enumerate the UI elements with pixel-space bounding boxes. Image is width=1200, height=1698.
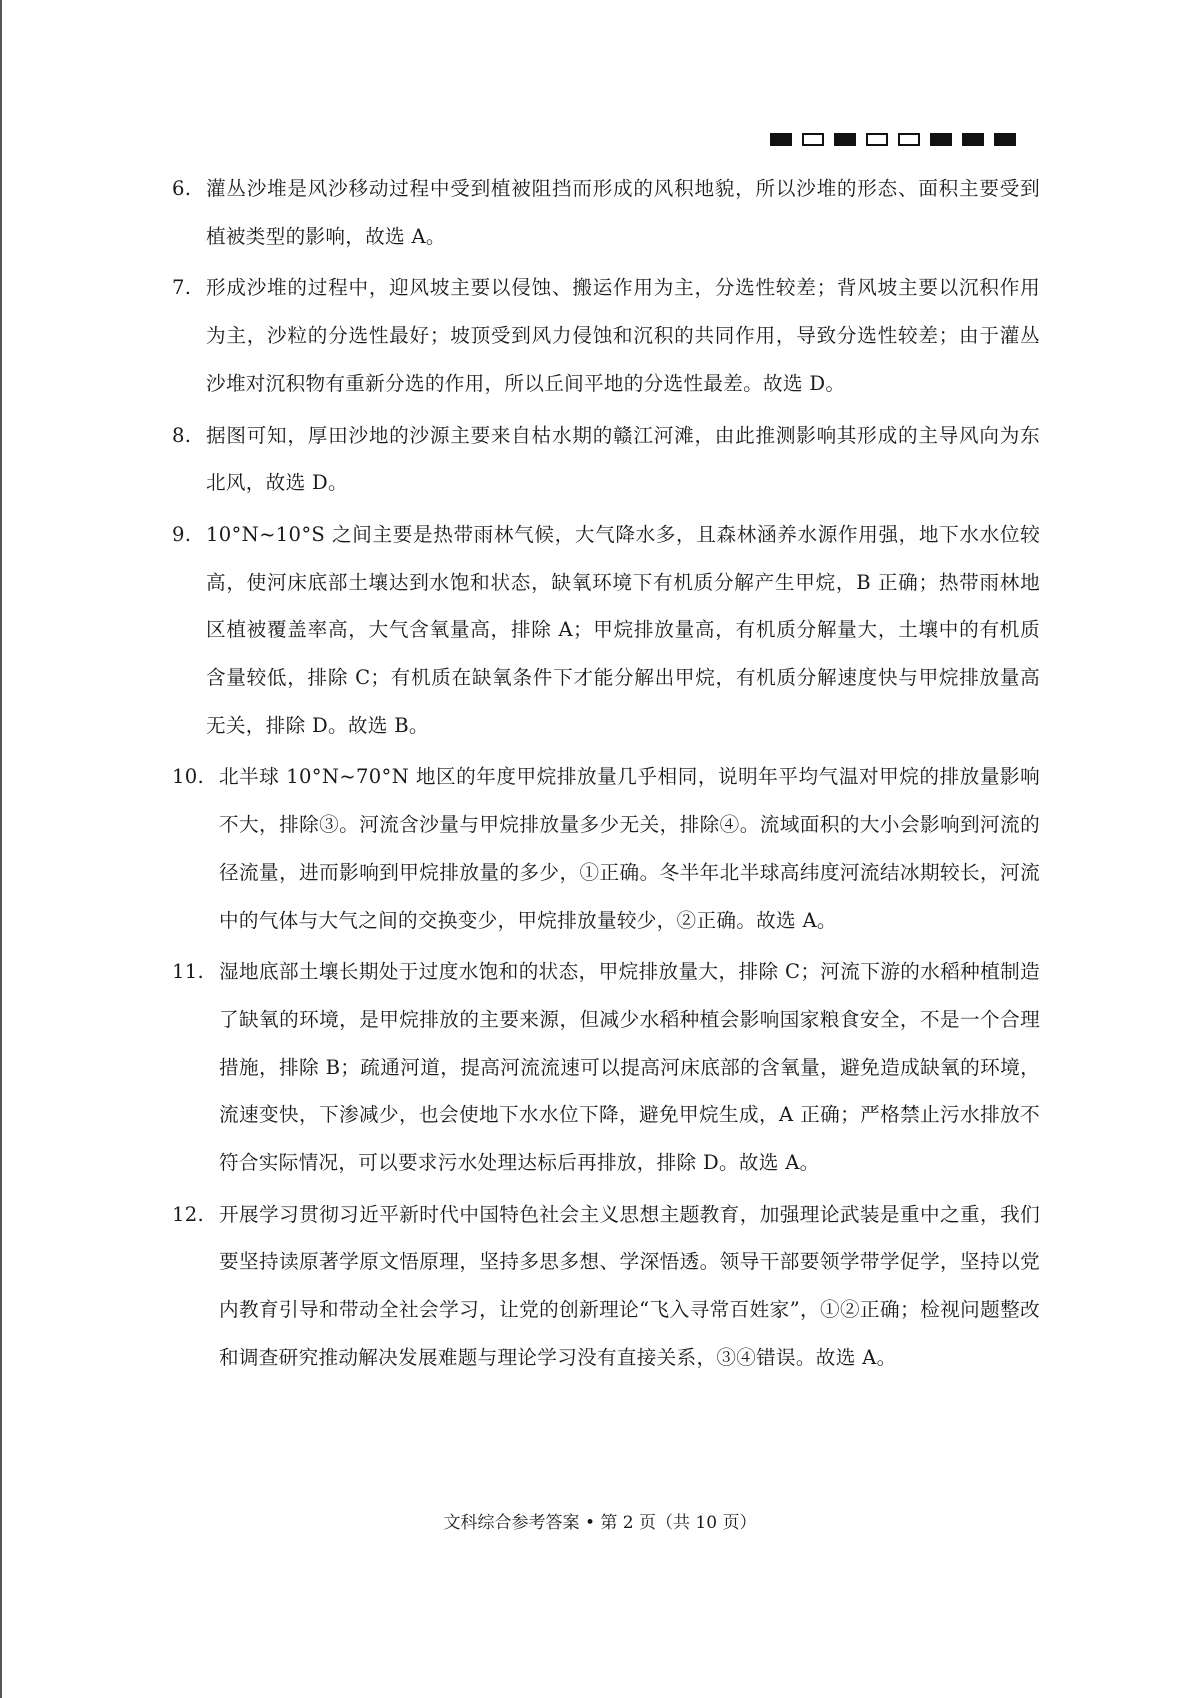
answer-text: 湿地底部土壤长期处于过度水饱和的状态，甲烷排放量大，排除 C；河流下游的水稻种植制造了缺氧的环境，是甲烷排放的主要来源，但减少水稻种植会影响国家粮食安全，不是一个合理措施，排除 B；疏通河道，提高河流流速可以提高河床底部的含氧量，避免造成缺氧的环境，流速变快，下渗减少，也会使地下水水位下降，避免甲烷生成，A 正确；严格禁止污水排放不符合实际情况，可以要求污水处理达标后再排放，排除 D。故选 A。	[219, 960, 1040, 1175]
code-mark	[898, 133, 920, 146]
code-mark	[994, 133, 1016, 146]
answer-text: 据图可知，厚田沙地的沙源主要来自枯水期的赣江河滩，由此推测影响其形成的主导风向为东北风，故选 D。	[206, 423, 1040, 495]
code-mark	[802, 133, 824, 146]
page-left-edge	[0, 0, 2, 1698]
code-mark	[834, 133, 856, 146]
answer-number: 6.	[172, 177, 192, 200]
answer-item-9	[168, 511, 1040, 750]
answer-text: 形成沙堆的过程中，迎风坡主要以侵蚀、搬运作用为主，分选性较差；背风坡主要以沉积作用为主，沙粒的分选性最好；坡顶受到风力侵蚀和沉积的共同作用，导致分选性较差；由于灌丛沙堆对沉积物有重新分选的作用，所以丘间平地的分选性最差。故选 D。	[206, 276, 1040, 395]
code-mark	[866, 133, 888, 146]
answer-item-12	[168, 1191, 1040, 1382]
answer-number: 8.	[172, 423, 192, 447]
answer-number: 7.	[172, 276, 192, 300]
answer-number: 9.	[172, 522, 192, 546]
answer-number: 10.	[172, 765, 205, 789]
answer-item-8	[168, 412, 1040, 507]
page-footer: 文科综合参考答案 • 第 2 页（共 10 页）	[443, 1513, 757, 1533]
code-mark	[930, 133, 952, 146]
answer-text: 北半球 10°N~70°N 地区的年度甲烷排放量几乎相同，说明年平均气温对甲烷的排放量影响不大，排除③。河流含沙量与甲烷排放量多少无关，排除④。流域面积的大小会影响到河流的径流量，进而影响到甲烷排放量的多少，①正确。冬半年北半球高纬度河流结冰期较长，河流中的气体与大气之间的交换变少，甲烷排放量较少，②正确。故选 A。	[219, 765, 1040, 932]
answer-item-6	[168, 165, 1040, 260]
code-mark	[962, 133, 984, 146]
answer-text: 10°N~10°S 之间主要是热带雨林气候，大气降水多，且森林涵养水源作用强，地下水水位较高，使河床底部土壤达到水饱和状态，缺氧环境下有机质分解产生甲烷，B 正确；热带雨林地区植被覆盖率高，大气含氧量高，排除 A；甲烷排放量高，有机质分解量大，土壤中的有机质含量较低，排除 C；有机质在缺氧条件下才能分解出甲烷，有机质分解速度快与甲烷排放量高无关，排除 D。故选 B。	[206, 522, 1040, 737]
answer-item-10	[168, 753, 1040, 944]
answer-item-7	[168, 264, 1040, 407]
page-code-marks	[770, 133, 1016, 146]
answer-item-11	[168, 948, 1040, 1187]
answer-number: 11.	[172, 960, 205, 984]
code-mark	[770, 133, 792, 146]
answer-number: 12.	[172, 1202, 205, 1226]
answer-text: 开展学习贯彻习近平新时代中国特色社会主义思想主题教育，加强理论武装是重中之重，我们要坚持读原著学原文悟原理，坚持多思多想、学深悟透。领导干部要领学带学促学，坚持以党内教育引导和带动全社会学习，让党的创新理论“飞入寻常百姓家”，①②正确；检视问题整改和调查研究推动解决发展难题与理论学习没有直接关系，③④错误。故选 A。	[219, 1202, 1040, 1369]
answer-text: 灌丛沙堆是风沙移动过程中受到植被阻挡而形成的风积地貌，所以沙堆的形态、面积主要受到植被类型的影响，故选 A。	[206, 177, 1040, 248]
answer-list	[168, 165, 1040, 1386]
